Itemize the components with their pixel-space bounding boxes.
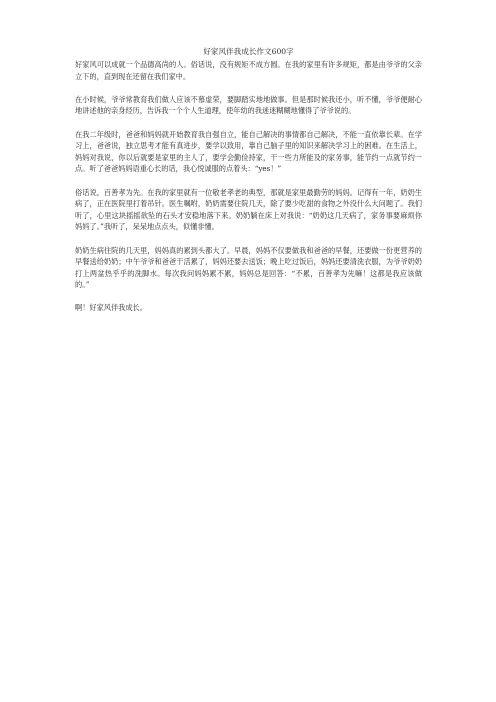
paragraph-2: 在小时候，爷爷常教育我们做人应该不慕虚荣，要脚踏实地地做事。但是那时候我还小，听不懂，爷爷便耐心地讲述他的亲身经历，告诉我一个个人生道理，使年幼的我迷迷糊糊地懂得了爷爷说的。 xyxy=(75,94,422,116)
document-page xyxy=(75,46,422,326)
paragraph-6: 啊！好家风伴我成长。 xyxy=(75,303,147,313)
paragraph-4: 俗话说，百善孝为先。在我的家里就有一位敬老孝老的典型，那就是家里最勤劳的妈妈。记得有一年，奶奶生病了，正在医院里打着吊针。医生嘱咐，奶奶需要住院几天，除了要少吃甜的食物之外没什么大问题了。我们听了，心里这块摇摇欲坠的石头才安稳地落下来。奶奶躺在床上对我说：“奶奶这几天病了，家务事要麻烦你妈妈了。”我听了，呆呆地点点头，似懂非懂。 xyxy=(75,187,422,232)
paragraph-3: 在我二年级时，爸爸和妈妈就开始教育我自强自立，能自己解决的事情都自己解决，不能一直依靠长辈。在学习上，爸爸说，独立思考才能有真进步，要学以致用，靠自己脑子里的知识来解决学习上的困难。在生活上，妈妈对我说，你以后就要是家里的主人了，要学会勤俭持家，干一些力所能及的家务事，能节约一点就节约一点。听了爸爸妈妈语重心长的话，我心悦诚服的点着头：“yes！” xyxy=(75,129,422,174)
paragraph-1: 好家风可以成就一个品德高尚的人。俗话说，没有规矩不成方圆。在我的家里有许多规矩，都是由爷爷的父亲立下的，直到现在还留在我们家中。 xyxy=(75,60,422,81)
paragraph-5: 奶奶生病住院的几天里，妈妈真的累到头都大了。早晨，妈妈不仅要做我和爸爸的早餐，还要做一份更营养的早餐送给奶奶；中午爷爷和爸爸干活累了，妈妈还要去送饭；晚上吃过饭后，妈妈还要清洗衣服，为爷爷奶奶打上两盆热乎乎的洗脚水。每次我问妈妈累不累，妈妈总是回答：“不累，百善孝为先嘛！这都是我应该做的。” xyxy=(75,245,422,290)
document-title: 好家风伴我成长作文600字 xyxy=(203,47,294,56)
